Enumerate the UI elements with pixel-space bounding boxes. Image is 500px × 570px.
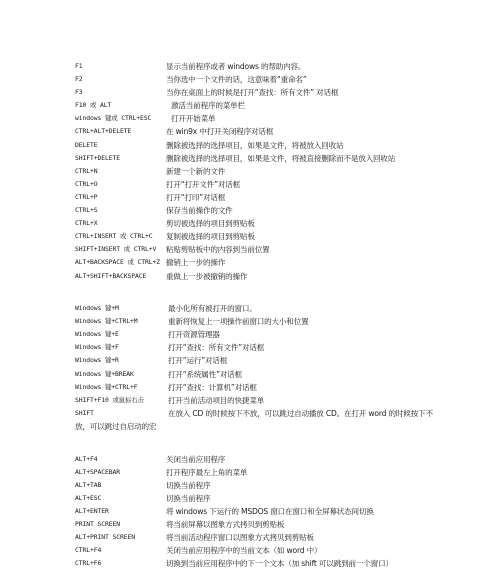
shortcut-row [0,531,500,544]
shortcut-description: 新建一个新的文件 [166,166,226,176]
shortcut-key: F3 [75,88,83,97]
shortcut-description: 最小化所有被打开的窗口。 [168,304,257,314]
shortcut-description: 粘贴剪贴板中的内容到当前位置 [166,245,270,255]
shortcut-key: CTRL+ALT+DELETE [75,127,132,136]
shortcut-key: ALT+BACKSPACE 或 CTRL+Z [75,258,160,267]
shortcut-description: 切换到当前应用程序中的下一个文本（加 shift 可以跳到前一个窗口） [166,559,393,569]
shortcut-row [0,557,500,570]
shortcut-key: ALT+SHIFT+BACKSPACE [75,271,147,280]
shortcut-key: CTRL+P [75,192,98,201]
shortcut-description-continued: 放，可以跳过自启动的宏 [75,421,157,431]
shortcut-row [0,270,500,283]
shortcut-document [0,60,500,570]
section-spacer [0,433,500,453]
shortcut-row [0,86,500,99]
shortcut-key: CTRL+X [75,219,98,228]
section-windows-key-shortcuts [0,302,500,433]
shortcut-row [0,492,500,505]
shortcut-row [0,139,500,152]
shortcut-row [0,60,500,73]
shortcut-key: PRINT SCREEN [75,520,120,528]
shortcut-key: ALT+SPACEBAR [75,467,120,476]
shortcut-key: SHIFT+INSERT 或 CTRL+V [75,245,157,254]
shortcut-row [0,315,500,328]
shortcut-row [0,217,500,230]
shortcut-description: 打开程序最左上角的菜单 [166,467,248,477]
shortcut-key: F10 或 ALT [75,101,112,110]
shortcut-description: 删除被选择的选择项目，如果是文件，将被直接删除而不是放入回收站 [166,153,396,163]
shortcut-key: Windows 键+R [75,356,119,365]
shortcut-row [0,112,500,125]
section-window-shortcuts [0,453,500,570]
shortcut-description: 将 windows 下运行的 MSDOS 窗口在窗口和全屏幕状态间切换 [166,506,374,516]
shortcut-description: 当你在桌面上的时候是打开“查找：所有文件” 对话框 [166,88,339,98]
shortcut-description: 打开“查找：计算机”对话框 [168,382,257,392]
shortcut-description: 删除被选择的选择项目，如果是文件，将被放入回收站 [166,140,344,150]
shortcut-row [0,165,500,178]
shortcut-description: 剪切被选择的项目到剪贴板 [166,219,255,229]
shortcut-row [0,368,500,381]
shortcut-key: F2 [75,75,83,84]
shortcut-key: Windows 键+CTRL+M [75,317,138,326]
shortcut-key: ALT+TAB [75,480,102,489]
shortcut-row [0,381,500,394]
shortcut-key: CTRL+S [75,206,98,215]
shortcut-description: 打开“系统属性”对话框 [168,369,243,379]
shortcut-description: 保存当前操作的文件 [166,206,233,216]
shortcut-row [0,230,500,243]
shortcut-key: Windows 键+E [75,330,119,339]
shortcut-row [0,453,500,466]
shortcut-row [0,328,500,341]
shortcut-key: ALT+F4 [75,454,98,463]
shortcut-row [0,354,500,367]
shortcut-key: DELETE [75,140,98,149]
shortcut-row [0,407,500,433]
shortcut-description: 打开当前活动项目的快捷菜单 [168,395,265,405]
shortcut-row [0,256,500,269]
shortcut-description: 打开开始菜单 [171,114,216,124]
shortcut-row [0,99,500,112]
shortcut-description: 当你选中一个文件的话，这意味着“重命名” [166,75,307,85]
shortcut-description: 在 win9x 中打开关闭程序对话框 [166,127,274,137]
shortcut-description: 切换当前程序 [166,493,211,503]
shortcut-description: 切换当前程序 [166,480,211,490]
shortcut-description: 打开“运行”对话框 [168,356,228,366]
shortcut-key: ALT+ESC [75,493,102,502]
shortcut-key: CTRL+F6 [75,559,102,568]
shortcut-description: 复制被选择的项目到剪贴板 [166,232,255,242]
shortcut-key: SHIFT+F10 或鼠标右击 [75,395,144,404]
shortcut-row [0,191,500,204]
shortcut-description: 撤销上一步的操作 [166,258,226,268]
shortcut-description: 关闭当前应用程序中的当前文本（如 word 中） [166,546,322,556]
shortcut-key: CTRL+INSERT 或 CTRL+C [75,232,153,241]
shortcut-key: ALT+PRINT SCREEN [75,533,135,542]
shortcut-row [0,73,500,86]
shortcut-row [0,204,500,217]
shortcut-key: Windows 键+CTRL+F [75,382,138,391]
shortcut-description: 重做上一步被撤销的操作 [166,271,248,281]
section-general-shortcuts [0,60,500,283]
shortcut-row [0,152,500,165]
shortcut-row [0,341,500,354]
shortcut-key: Windows 键+M [75,304,119,313]
shortcut-row [0,518,500,531]
shortcut-key: F1 [75,62,83,70]
shortcut-row [0,302,500,315]
shortcut-key: SHIFT [75,408,94,417]
shortcut-row [0,479,500,492]
shortcut-key: CTRL+O [75,179,98,188]
shortcut-key: CTRL+N [75,166,98,175]
shortcut-description: 打开资源管理器 [168,330,220,340]
shortcut-key: CTRL+F4 [75,546,102,555]
shortcut-key: Windows 键+BREAK [75,369,134,378]
shortcut-row [0,544,500,557]
shortcut-key: SHIFT+DELETE [75,153,120,162]
shortcut-description: 打开“查找：所有文件”对话框 [168,343,265,353]
shortcut-row [0,125,500,138]
shortcut-description: 重新将恢复上一项操作前窗口的大小和位置 [168,317,309,327]
shortcut-row [0,243,500,256]
shortcut-description: 激活当前程序的菜单栏 [171,101,245,111]
shortcut-key: Windows 键+F [75,343,119,352]
shortcut-key: ALT+ENTER [75,506,109,515]
shortcut-description: 将当前活动程序窗口以图象方式拷贝到剪贴板 [166,533,314,543]
shortcut-key: windows 键或 CTRL+ESC [75,114,152,123]
shortcut-row [0,394,500,407]
shortcut-row [0,505,500,518]
shortcut-description: 在放入 CD 的时候按下不放，可以跳过自动播放 CD。在打开 word 的时候按下不 [168,408,433,418]
section-spacer [0,283,500,303]
shortcut-description: 显示当前程序或者 windows 的帮助内容。 [166,62,306,71]
shortcut-description: 将当前屏幕以图象方式拷贝到剪贴板 [166,520,285,529]
shortcut-row [0,178,500,191]
shortcut-row [0,466,500,479]
shortcut-description: 打开“打开文件”对话框 [166,179,241,189]
shortcut-description: 关闭当前应用程序 [166,454,226,464]
shortcut-description: 打开“打印”对话框 [166,192,226,202]
